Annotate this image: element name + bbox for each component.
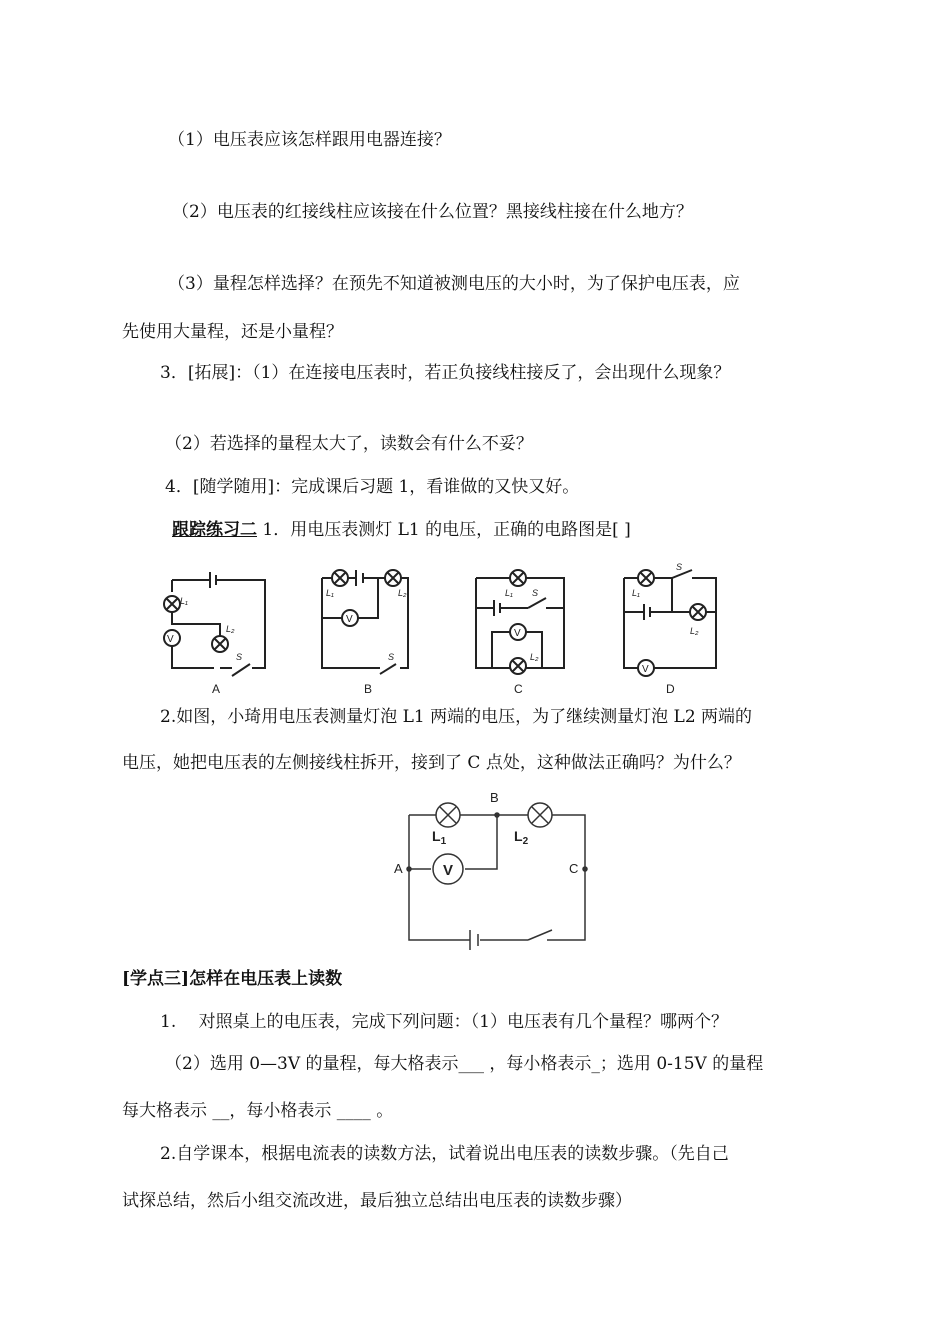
lamp-l1-label xyxy=(432,828,447,847)
voltmeter-label: V xyxy=(443,862,454,879)
point-a-label: A xyxy=(394,861,403,876)
switch-label: S xyxy=(236,652,243,662)
lamp-l2-subscript: 2 xyxy=(522,836,529,847)
lamp-label: L₁ xyxy=(180,596,188,606)
point-b-label: B xyxy=(490,790,499,805)
voltmeter-label: V xyxy=(642,664,649,675)
lamp-l2-letter: L xyxy=(514,828,523,844)
lamp-label: L₁ xyxy=(632,588,640,598)
voltmeter-label: V xyxy=(514,628,521,639)
circuit-option-d xyxy=(624,562,716,696)
circuit-option-c xyxy=(476,570,564,696)
section-heading-3: [学点三]怎样在电压表上读数 xyxy=(122,969,343,989)
voltmeter-a-label: V xyxy=(167,634,174,645)
lamp-label: L₁ xyxy=(326,588,334,598)
lamp-l2-label xyxy=(514,828,529,847)
circuit-options-figure xyxy=(0,560,950,700)
reading-question-4: 2.自学课本，根据电流表的读数方法，试着说出电压表的读数步骤。（先自己 xyxy=(160,1144,729,1164)
circuit-option-a xyxy=(164,572,265,696)
lamp-l1-letter: L xyxy=(432,828,441,844)
reading-question-1: 1. 对照桌上的电压表，完成下列问题：（1）电压表有几个量程？哪两个？ xyxy=(160,1012,728,1032)
option-b-label: B xyxy=(364,682,373,696)
lamp-label: L₂ xyxy=(398,588,407,598)
option-c-label: C xyxy=(514,682,523,696)
tracking-exercise xyxy=(172,519,631,541)
question-1: （1）电压表应该怎样跟用电器连接？ xyxy=(168,130,451,150)
circuit-option-b xyxy=(322,570,408,696)
lamp-l1-subscript: 1 xyxy=(440,836,447,847)
switch-label: S xyxy=(676,562,683,572)
problem-2-line-1: 2.如图，小琦用电压表测量灯泡 L1 两端的电压，为了继续测量灯泡 L2 两端的 xyxy=(160,707,753,727)
reading-question-5: 试探总结，然后小组交流改进，最后独立总结出电压表的读数步骤） xyxy=(122,1191,632,1211)
lamp-label: L₁ xyxy=(505,588,513,598)
switch-label: S xyxy=(532,588,539,598)
reading-question-2: （2）选用 0—3V 的量程，每大格表示___ ，每小格表示_；选用 0-15V 的量程 xyxy=(165,1054,764,1074)
series-circuit-figure xyxy=(0,785,950,955)
follow-practice: 4．[随学随用]：完成课后习题 1，看谁做的又快又好。 xyxy=(165,477,580,497)
option-a-label: A xyxy=(212,682,221,696)
tracking-question: 1．用电压表测灯 L1 的电压，正确的电路图是[ ] xyxy=(257,520,631,540)
extension-question: 3．[拓展]：（1）在连接电压表时，若正负接线柱接反了，会出现什么现象？ xyxy=(160,363,731,383)
option-d-label: D xyxy=(666,682,675,696)
lamp-label: L₂ xyxy=(226,624,235,634)
question-2: （2）电压表的红接线柱应该接在什么位置？黑接线柱接在什么地方？ xyxy=(172,202,693,222)
voltmeter-label: V xyxy=(346,614,353,625)
question-3-line-2: 先使用大量程，还是小量程？ xyxy=(122,322,343,342)
reading-question-3: 每大格表示 __，每小格表示 ____ 。 xyxy=(122,1101,394,1121)
lamp-label: L₂ xyxy=(530,652,539,662)
problem-2-line-2: 电压，她把电压表的左侧接线柱拆开，接到了 C 点处，这种做法正确吗？为什么？ xyxy=(122,753,741,773)
tracking-label: 跟踪练习二 xyxy=(172,520,257,540)
extension-question-2: （2）若选择的量程太大了，读数会有什么不妥？ xyxy=(165,434,533,454)
switch-label: S xyxy=(388,652,395,662)
question-3-line-1: （3）量程怎样选择？在预先不知道被测电压的大小时，为了保护电压表，应 xyxy=(168,274,740,294)
point-c-label: C xyxy=(569,861,579,876)
lamp-label: L₂ xyxy=(690,626,699,636)
